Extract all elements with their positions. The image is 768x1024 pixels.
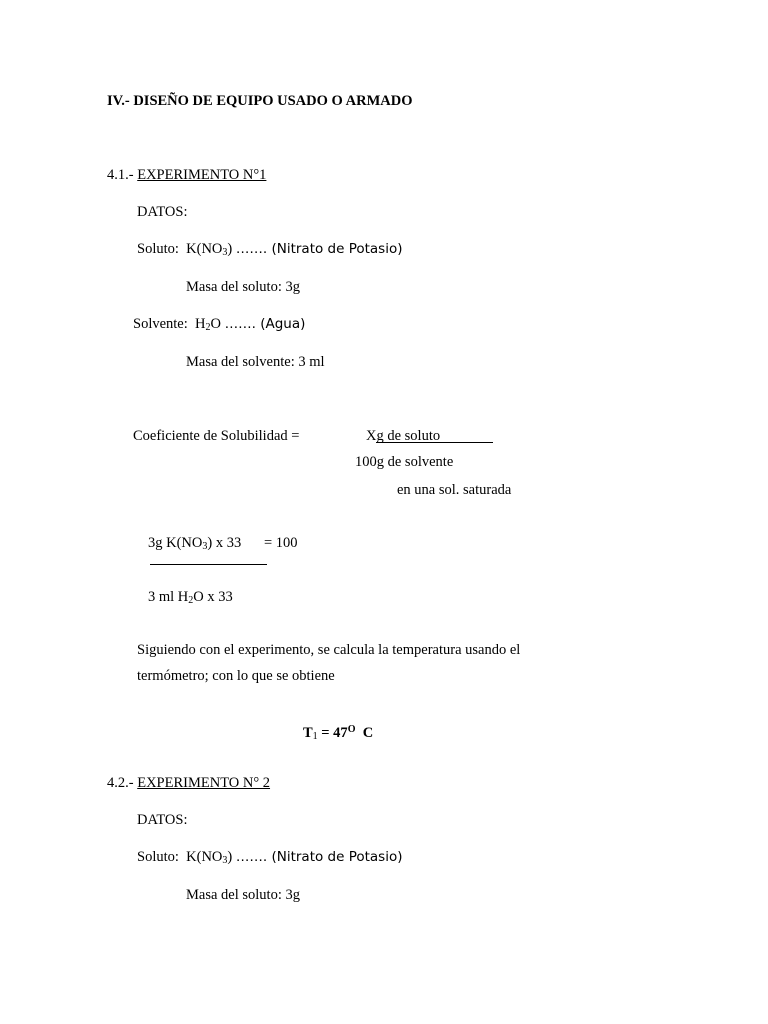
- exp1-number: 4.1.-: [107, 167, 134, 183]
- exp2-masa-soluto: Masa del soluto: 3g: [186, 887, 300, 903]
- exp1-masa-soluto: Masa del soluto: 3g: [186, 279, 300, 295]
- exp2-datos: DATOS:: [137, 812, 188, 828]
- coef-denominator: 100g de solvente: [355, 454, 454, 470]
- calc-numerator: 3g $K(NO_3)$ x 33: [148, 535, 242, 552]
- exp2-title: EXPERIMENTO N° 2: [137, 775, 271, 791]
- calc-fraction-bar: [150, 564, 267, 565]
- paragraph-line-2: termómetro; con lo que se obtiene: [137, 668, 335, 684]
- exp1-soluto-line: [137, 240, 403, 262]
- exp2-soluto-name: ……. (Nitrato de Potasio): [235, 849, 403, 865]
- coef-fraction-bar: [376, 442, 493, 443]
- exp1-solvente-line: [133, 315, 305, 337]
- soluto-label: Soluto:: [137, 241, 179, 257]
- exp2-soluto-line: [137, 848, 403, 870]
- section-title: IV.- DISEÑO DE EQUIPO USADO O ARMADO: [107, 93, 413, 109]
- exp1-masa-solvente: Masa del solvente: 3 ml: [186, 354, 325, 370]
- paragraph-line-1: Siguiendo con el experimento, se calcula la temperatura usando el: [137, 642, 521, 658]
- coef-label: Coeficiente de Solubilidad =: [133, 428, 300, 444]
- temperature-result: $T_1 = 47^O$ C: [303, 724, 374, 742]
- exp1-title: EXPERIMENTO N°1: [137, 167, 267, 183]
- solvente-formula: $H_2O$: [195, 316, 221, 333]
- solvente-label: Solvente:: [133, 316, 188, 332]
- exp2-soluto-label: Soluto:: [137, 849, 179, 865]
- exp1-heading: [107, 166, 266, 184]
- exp2-number: 4.2.-: [107, 775, 134, 791]
- calc-denominator: 3 ml $H_2O$ x 33: [148, 589, 233, 606]
- exp2-soluto-formula: $K(NO_3)$: [186, 849, 233, 866]
- exp2-heading: [107, 774, 270, 792]
- coef-numerator: Xg de soluto: [366, 428, 441, 444]
- soluto-formula: $K(NO_3)$: [186, 241, 233, 258]
- coef-note: en una sol. saturada: [397, 482, 512, 498]
- calc-result: = 100: [264, 535, 298, 551]
- soluto-name: ……. (Nitrato de Potasio): [235, 241, 403, 257]
- solvente-name: ……. (Agua): [224, 316, 306, 332]
- exp1-datos: DATOS:: [137, 204, 188, 220]
